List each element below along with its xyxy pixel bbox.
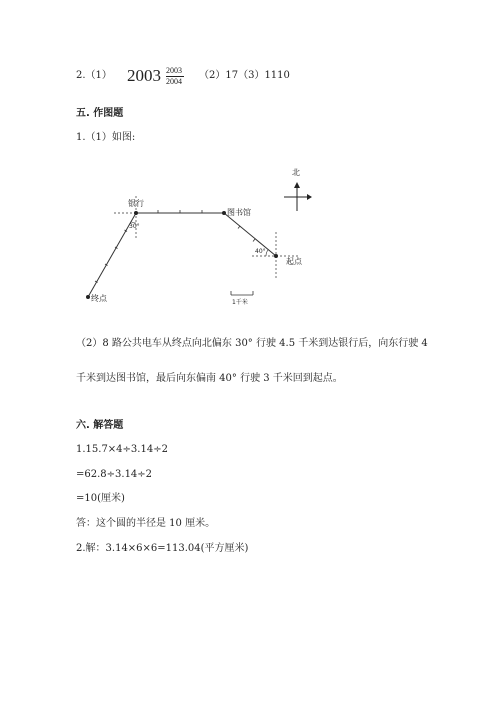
end-label: 终点 — [91, 294, 107, 303]
q2-number: 2.（1） — [76, 70, 112, 81]
mixed-number-whole: 2003 — [127, 66, 161, 85]
q2-rest: （2）17（3）1110 — [199, 70, 290, 81]
end-point — [86, 295, 90, 299]
answer-paragraph-line-1: （2）8 路公共电车从终点向北偏东 30° 行驶 4.5 千米到达银行后，向东行驶 4 — [76, 338, 428, 349]
angle-start-label: 40° — [255, 248, 266, 255]
section-6-title: 六. 解答题 — [76, 420, 124, 431]
section-5-title: 五. 作图题 — [76, 108, 124, 119]
angle-arc-start — [266, 250, 268, 256]
calc-line-3: =10(厘米) — [76, 493, 125, 504]
bank-point — [134, 211, 138, 215]
answer-line: 答：这个圆的半径是 10 厘米。 — [76, 518, 216, 529]
fraction-denominator: 2004 — [166, 77, 182, 86]
calc-line-5: 2.解：3.14×6×6=113.04(平方厘米) — [76, 543, 249, 554]
library-point — [222, 211, 226, 215]
library-label: 图书馆 — [227, 208, 251, 217]
angle-bank-label: 30° — [129, 223, 140, 230]
north-label: 北 — [292, 168, 300, 177]
scale-label: 1千米 — [232, 299, 248, 306]
calc-line-1: 1.15.7×4÷3.14÷2 — [76, 444, 168, 455]
fraction-numerator: 2003 — [166, 66, 182, 75]
section-5-item-1: 1.（1）如图: — [76, 132, 136, 143]
route-ticks — [95, 210, 255, 283]
bank-label: 银行 — [128, 199, 144, 208]
compass-icon — [284, 182, 312, 211]
start-point — [274, 254, 278, 258]
calc-line-2: =62.8÷3.14÷2 — [76, 469, 153, 480]
start-label: 起点 — [286, 257, 302, 266]
route-lines — [88, 213, 276, 297]
answer-paragraph-line-2: 千米到达图书馆，最后向东偏南 40° 行驶 3 千米回到起点。 — [76, 373, 343, 384]
scale-bar — [231, 291, 253, 295]
